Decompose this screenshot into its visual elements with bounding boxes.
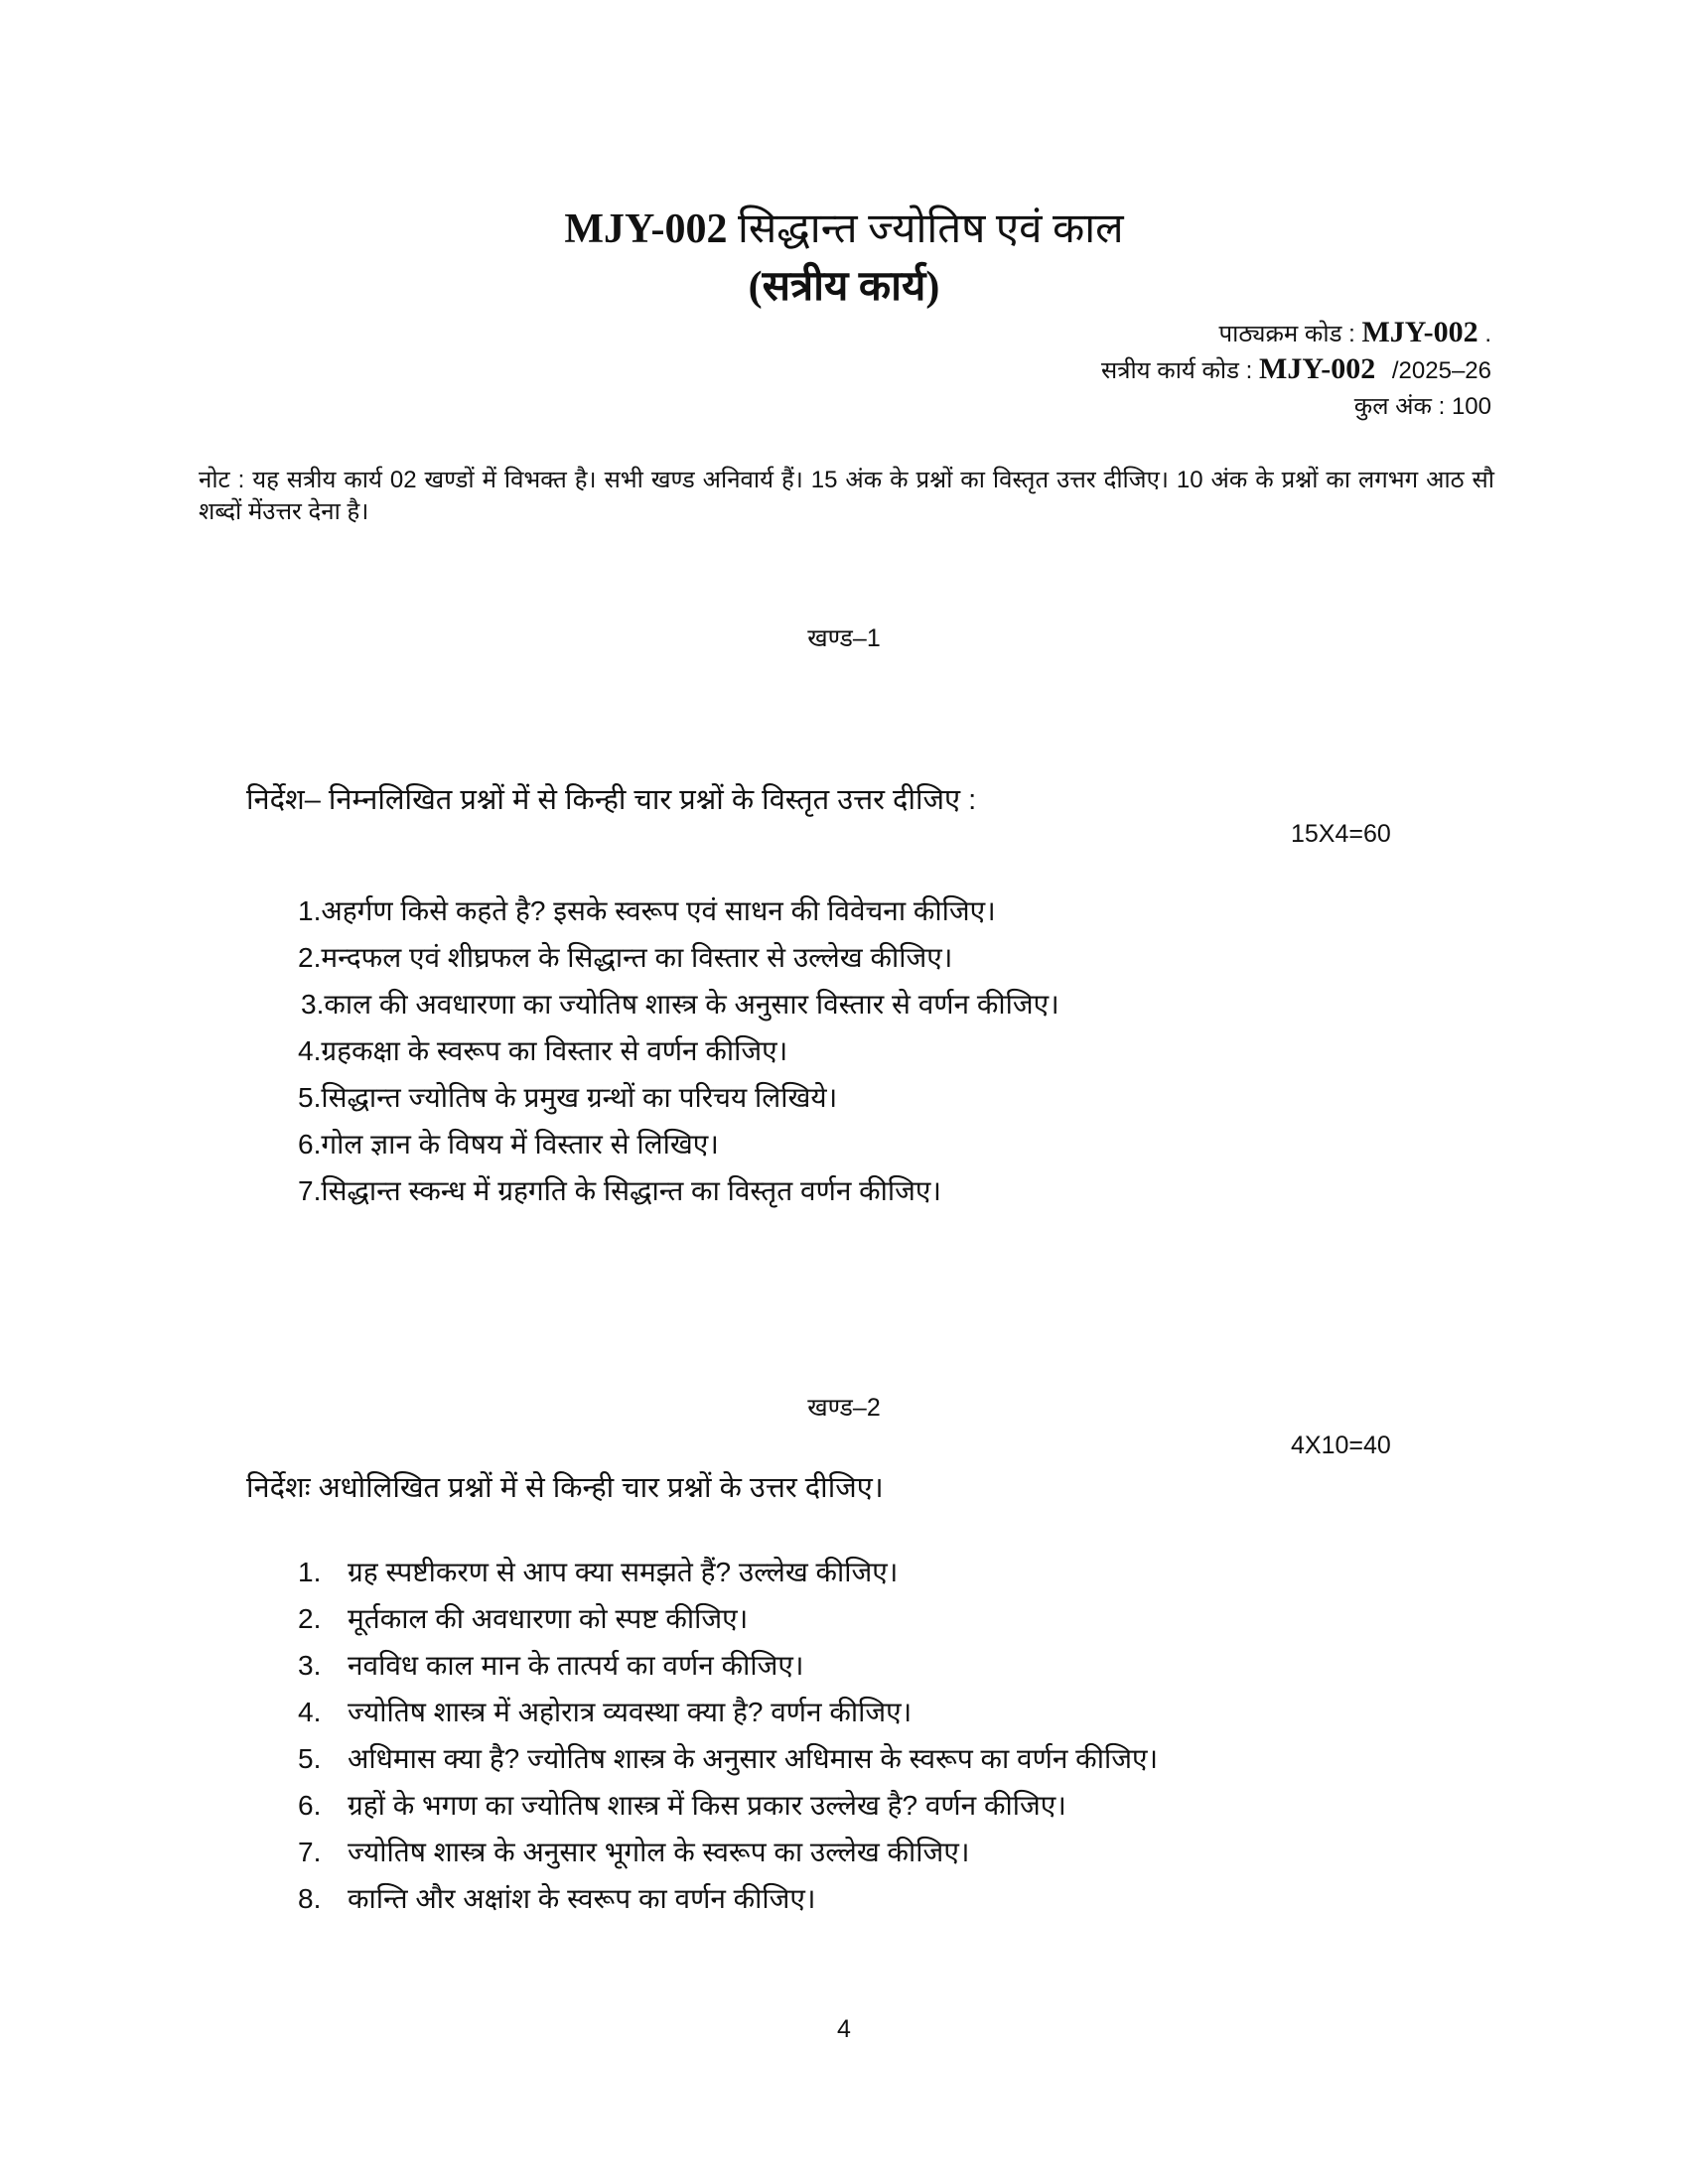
question-text: ग्रह स्पष्टीकरण से आप क्या समझते हैं? उल्लेख कीजिए। — [348, 1557, 899, 1587]
total-marks-value: 100 — [1451, 393, 1491, 420]
section-1-heading: खण्ड–1 — [807, 624, 881, 652]
course-code-label: पाठ्यक्रम कोड : — [1218, 321, 1355, 347]
question-text: ज्योतिष शास्त्र के अनुसार भूगोल के स्वरूप का उल्लेख कीजिए। — [348, 1837, 970, 1867]
section-2-question — [298, 1739, 1158, 1777]
course-code-line — [1219, 316, 1491, 349]
section-1-directive: निर्देश– निम्नलिखित प्रश्नों में से किन्ही चार प्रश्नों के विस्तृत उत्तर दीजिए : — [246, 784, 977, 816]
title-course-code: MJY-002 — [564, 206, 728, 252]
section-2-question — [298, 1693, 912, 1730]
question-number: 6. — [298, 1790, 322, 1821]
section-2-question — [298, 1879, 816, 1917]
page-number: 4 — [837, 2015, 851, 2043]
document-title — [0, 199, 1688, 255]
instructions-note: नोट : यह सत्रीय कार्य 02 खण्डों में विभक्त है। सभी खण्ड अनिवार्य हैं। 15 अंक के प्रश्नों का विस्तृत उत्तर दीजिए। 10 अंक के प्रश्नों का लगभग आठ सौ शब्दों मेंउत्तर देना है। — [199, 467, 1494, 525]
question-number: 5. — [298, 1743, 322, 1774]
assignment-code-session: /2025–26 — [1391, 357, 1491, 384]
section-2-marks: 4X10=40 — [1291, 1432, 1391, 1459]
question-number: 1. — [298, 1557, 322, 1587]
question-text: ग्रहों के भगण का ज्योतिष शास्त्र में किस प्रकार उल्लेख है? वर्णन कीजिए। — [348, 1790, 1066, 1821]
assignment-code-line — [1101, 352, 1491, 386]
section-2-question — [298, 1833, 969, 1870]
title-course-name: सिद्धान्त ज्योतिष एवं काल — [737, 206, 1124, 252]
question-text: कान्ति और अक्षांश के स्वरूप का वर्णन कीजिए। — [348, 1883, 816, 1914]
total-marks-label: कुल अंक : — [1353, 393, 1446, 420]
section-2-question — [298, 1553, 898, 1590]
section-1-question: 5.सिद्धान्त ज्योतिष के प्रमुख ग्रन्थों का परिचय लिखिये। — [298, 1082, 838, 1113]
section-2-question — [298, 1599, 748, 1637]
question-number: 8. — [298, 1883, 322, 1914]
document-subtitle: (सत्रीय कार्य) — [748, 264, 940, 310]
question-text: मूर्तकाल की अवधारणा को स्पष्ट कीजिए। — [348, 1603, 749, 1634]
question-number: 2. — [298, 1603, 322, 1634]
section-2-question — [298, 1786, 1066, 1824]
question-number: 7. — [298, 1837, 322, 1867]
assignment-code-label: सत्रीय कार्य कोड : — [1100, 357, 1253, 384]
question-number: 3. — [298, 1650, 322, 1681]
section-1-question: 3.काल की अवधारणा का ज्योतिष शास्त्र के अनुसार विस्तार से वर्णन कीजिए। — [301, 989, 1059, 1020]
section-1-question: 2.मन्दफल एवं शीघ्रफल के सिद्धान्त का विस्तार से उल्लेख कीजिए। — [298, 942, 953, 973]
section-1-question: 1.अहर्गण किसे कहते है? इसके स्वरूप एवं साधन की विवेचना कीजिए। — [298, 895, 996, 926]
section-2-directive: निर्देशः अधोलिखित प्रश्नों में से किन्ही चार प्रश्नों के उत्तर दीजिए। — [246, 1472, 884, 1504]
section-1-question: 4.ग्रहकक्षा के स्वरूप का विस्तार से वर्णन कीजिए। — [298, 1035, 788, 1066]
total-marks-line — [1354, 389, 1491, 422]
section-1-question: 6.गोल ज्ञान के विषय में विस्तार से लिखिए। — [298, 1129, 719, 1160]
section-1-marks: 15X4=60 — [1291, 820, 1391, 848]
course-code-suffix: . — [1484, 321, 1491, 347]
question-text: ज्योतिष शास्त्र में अहोरात्र व्यवस्था क्या है? वर्णन कीजिए। — [348, 1697, 913, 1727]
question-text: अधिमास क्या है? ज्योतिष शास्त्र के अनुसार अधिमास के स्वरूप का वर्णन कीजिए। — [348, 1743, 1159, 1774]
section-2-heading: खण्ड–2 — [807, 1394, 881, 1422]
question-number: 4. — [298, 1697, 322, 1727]
course-code-value: MJY-002 — [1361, 316, 1478, 348]
section-1-question: 7.सिद्धान्त स्कन्ध में ग्रहगति के सिद्धान्त का विस्तृत वर्णन कीजिए। — [298, 1175, 942, 1206]
section-2-question — [298, 1646, 803, 1684]
question-text: नवविध काल मान के तात्पर्य का वर्णन कीजिए। — [348, 1650, 804, 1681]
assignment-code-value: MJY-002 — [1259, 352, 1376, 385]
